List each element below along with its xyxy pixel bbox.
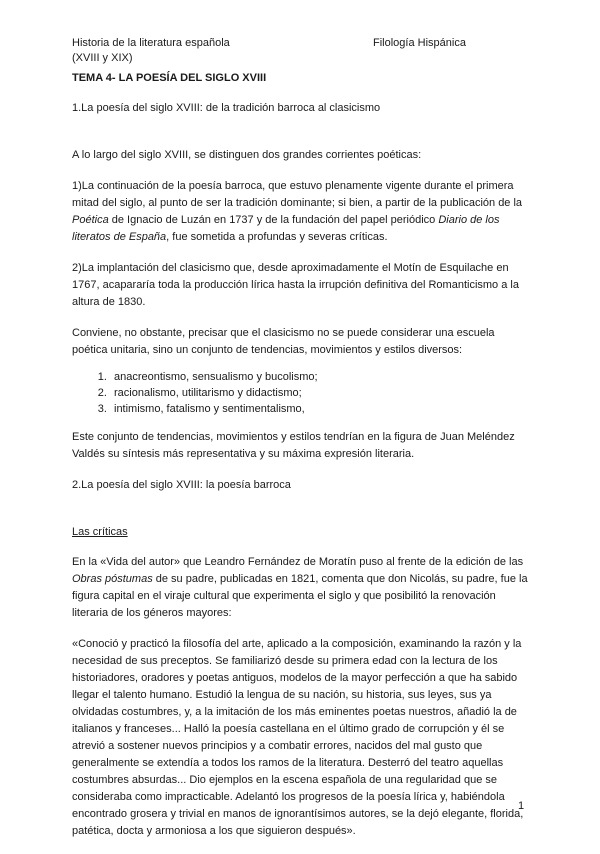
header-course-title: Historia de la literatura española <box>72 37 230 49</box>
conviene-paragraph: Conviene, no obstante, precisar que el clasicismo no se puede considerar una escuela poética unitaria, sino un conjunto de tendencias, movimientos y estilos diversos: <box>72 327 495 356</box>
current-1-text-c: , fue sometida a profundas y severas críticas. <box>166 231 388 243</box>
subheading-criticas: Las críticas <box>72 526 128 538</box>
section-2-heading: 2.La poesía del siglo XVIII: la poesía barroca <box>72 479 291 491</box>
header-course <box>72 36 230 66</box>
list-item: 2. racionalismo, utilitarismo y didactismo; <box>110 385 532 401</box>
tendencies-list <box>72 369 532 417</box>
document-body <box>72 70 532 854</box>
page-title: TEMA 4- LA POESÍA DEL SIGLO XVIII <box>72 72 267 84</box>
current-1-text-b: de Ignacio de Luzán en 1737 y de la fundación del papel periódico <box>108 214 439 226</box>
synthesis-paragraph: Este conjunto de tendencias, movimientos y estilos tendrían en la figura de Juan Meléndez Valdés su síntesis más representativa y su máxima expresión literaria. <box>72 431 515 460</box>
current-2-paragraph: 2)La implantación del clasicismo que, desde aproximadamente el Motín de Esquilache en 1767, acapararía toda la producción lírica hasta la irrupción definitiva del Romanticismo a la altura de 1830. <box>72 262 519 308</box>
header-department: Filología Hispánica <box>373 37 466 49</box>
moratin-text-a: En la «Vida del autor» que Leandro Fernández de Moratín puso al frente de la edición de las <box>72 556 524 568</box>
list-item: 3. intimismo, fatalismo y sentimentalismo, <box>110 401 532 417</box>
list-item: 1. anacreontismo, sensualismo y bucolismo; <box>110 369 532 385</box>
current-1-paragraph <box>72 178 532 246</box>
moratin-paragraph <box>72 554 532 622</box>
diario-title: Diario de los literatos de España <box>72 214 500 243</box>
obras-postumas-title: Obras póstumas <box>72 573 153 585</box>
poetica-title: Poética <box>72 214 109 226</box>
intro-paragraph: A lo largo del siglo XVIII, se distinguen dos grandes corrientes poéticas: <box>72 149 422 161</box>
page-number: 1 <box>518 800 525 812</box>
moratin-text-b: de su padre, publicadas en 1821, comenta que don Nicolás, su padre, fue la figura capital en el viraje cultural que experimenta el siglo y que posibilitó la renovación literaria de los géneros mayores: <box>72 573 528 619</box>
header-course-period: (XVIII y XIX) <box>72 52 133 64</box>
quote-paragraph: «Conoció y practicó la filosofía del arte, aplicado a la composición, examinando la razón y la necesidad de sus preceptos. Se familiarizó desde su primera edad con la lectura de los historiadores, oradores y poetas antiguos, modelos de la mayor perfección a que ha sabido llegar el talento humano. Estudió la lengua de su nación, su historia, sus leyes, sus ya olvidadas costumbres, y, a la imitación de los más eminentes poetas nuestros, añadió la de italianos y franceses... Halló la poesía castellana en el último grado de corrupción y él se atrevió a sostener nuevos principios y a combatir errores, nacidos del mal gusto que generalmente se extendía a todos los ramos de la literatura. Desterró del teatro aquellas costumbres absurdas... Dio ejemplos en la escena española de una regularidad que se consideraba como impracticable. Adelantó los progresos de la poesía lírica y, habiéndola encontrado grosera y trivial en manos de ignorantísimos autores, se la dejó elegante, florida, patética, docta y armoniosa a los que siguieron después». <box>72 638 524 837</box>
section-1-heading: 1.La poesía del siglo XVIII: de la tradición barroca al clasicismo <box>72 102 381 114</box>
current-1-text-a: 1)La continuación de la poesía barroca, que estuvo plenamente vigente durante el primera mitad del siglo, al punto de ser la tradición dominante; si bien, a partir de la publicación de la <box>72 180 523 209</box>
